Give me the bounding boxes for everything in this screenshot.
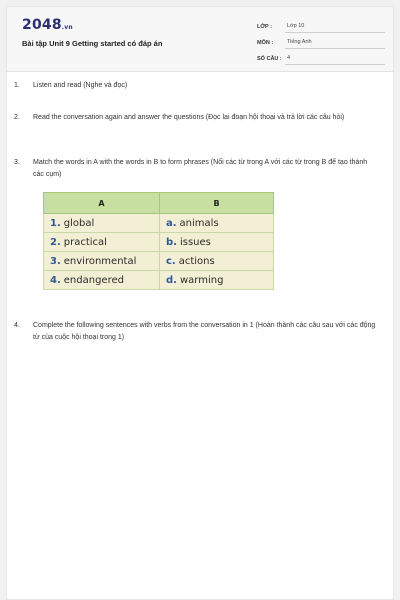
cell-b: [160, 252, 274, 271]
item-letter: a.: [166, 217, 177, 229]
meta-value: Lớp 10: [285, 13, 385, 33]
table-row: [44, 233, 274, 252]
table-header-row: [44, 193, 274, 214]
meta-label: SỐ CÂU :: [257, 56, 282, 62]
question-text: Complete the following sentences with verbs from the conversation in 1 (Hoàn thành các câu sau với các động từ của cuộc hội thoại trong 1): [33, 322, 376, 341]
document-meta: [257, 17, 385, 65]
table-row: [44, 271, 274, 290]
item-text: endangered: [63, 274, 124, 286]
meta-row-question-count: [257, 49, 385, 65]
meta-label: MÔN :: [257, 40, 274, 46]
cell-a: [44, 252, 160, 271]
table-row: [44, 214, 274, 233]
cell-a: [44, 233, 160, 252]
item-text: global: [63, 217, 95, 229]
question-number: 4.: [14, 322, 20, 329]
item-number: 1.: [50, 217, 61, 229]
item-text: actions: [178, 255, 215, 267]
item-number: 2.: [50, 236, 61, 248]
document-header: [7, 7, 393, 72]
question-1: [14, 80, 376, 92]
column-header-a: A: [44, 193, 160, 214]
item-number: 4.: [50, 274, 61, 286]
question-2: [14, 112, 376, 124]
question-text: Match the words in A with the words in B to form phrases (Nối các từ trong A với các từ trong B để tạo thành các cụm): [33, 159, 368, 178]
logo-tld: .vn: [61, 24, 73, 31]
meta-value: Tiếng Anh: [285, 29, 385, 49]
item-text: issues: [179, 236, 211, 248]
cell-a: [44, 214, 160, 233]
question-text: Read the conversation again and answer the questions (Đọc lại đoạn hội thoại và trả lời các câu hỏi): [33, 114, 345, 121]
question-3: [14, 157, 376, 181]
meta-value: 4: [285, 45, 385, 65]
site-logo[interactable]: [22, 17, 73, 33]
item-text: animals: [179, 217, 219, 229]
question-number: 1.: [14, 82, 20, 89]
question-text: Listen and read (Nghe và đọc): [33, 82, 128, 89]
item-letter: c.: [166, 255, 176, 267]
question-4: [14, 320, 376, 344]
item-letter: d.: [166, 274, 177, 286]
question-number: 3.: [14, 159, 20, 166]
cell-b: [160, 214, 274, 233]
table-row: [44, 252, 274, 271]
logo-text: 2048: [22, 17, 62, 33]
column-header-b: B: [160, 193, 274, 214]
question-number: 2.: [14, 114, 20, 121]
item-text: environmental: [63, 255, 137, 267]
document-page: [6, 6, 394, 600]
item-number: 3.: [50, 255, 61, 267]
cell-b: [160, 233, 274, 252]
document-title: Bài tập Unit 9 Getting started có đáp án: [22, 39, 163, 48]
cell-a: [44, 271, 160, 290]
meta-label: LỚP :: [257, 24, 272, 30]
matching-table: [43, 192, 274, 290]
item-letter: b.: [166, 236, 177, 248]
item-text: practical: [63, 236, 107, 248]
item-text: warming: [179, 274, 224, 286]
cell-b: [160, 271, 274, 290]
